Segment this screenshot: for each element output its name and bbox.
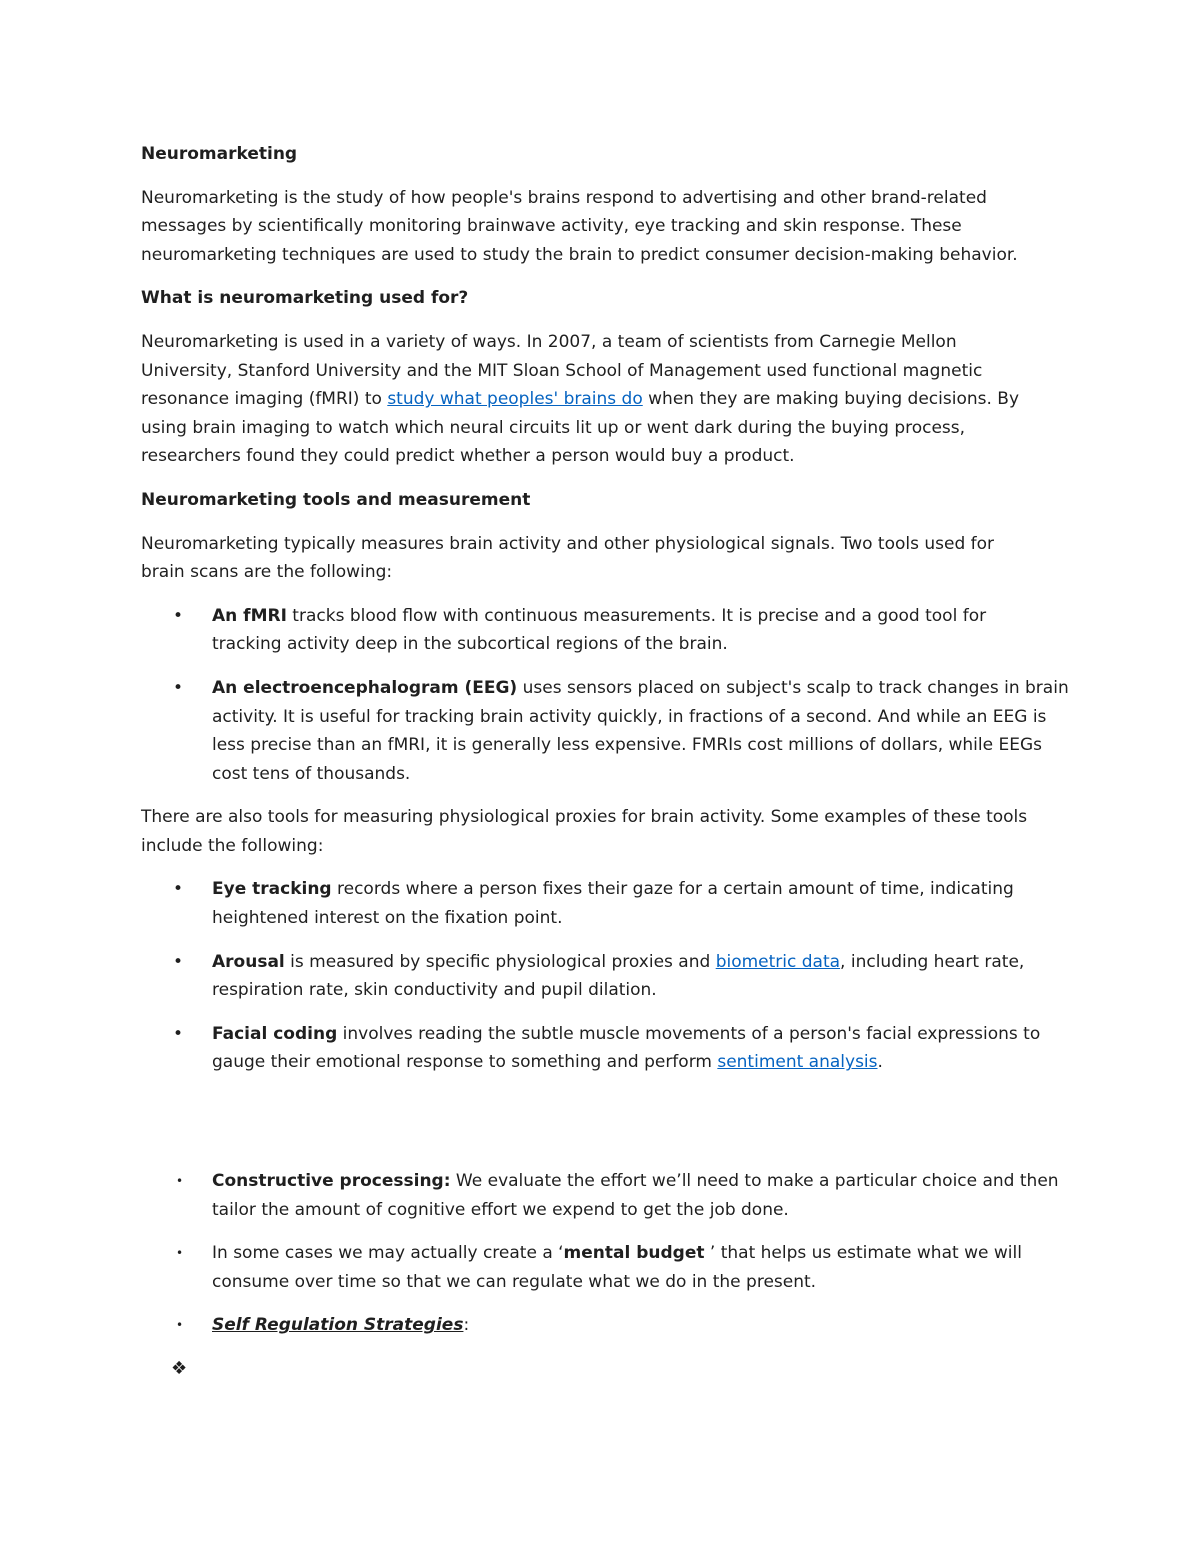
text-span: : [463, 1315, 470, 1336]
text-span: gauge their emotional response to something and perform [212, 1052, 718, 1073]
link-biometric-data[interactable]: biometric data [715, 951, 841, 972]
paragraph-line: brain scans are the following: [141, 562, 393, 583]
text-span: when they are making buying decisions. By [642, 389, 1020, 410]
heading-tools: Neuromarketing tools and measurement [141, 489, 531, 510]
bullet-icon: • [176, 1246, 184, 1261]
paragraph-line [212, 875, 1061, 904]
paragraph-line [141, 385, 1061, 414]
paragraph-line: Neuromarketing is the study of how people's brains respond to advertising and other brand-related [141, 187, 987, 208]
paragraph-line: consume over time so that we can regulate what we do in the present. [212, 1271, 817, 1292]
bullet-icon: • [173, 677, 184, 698]
list-item-constructive-processing [141, 1167, 1061, 1224]
paragraph-line [212, 948, 1061, 977]
text-span: ’ that helps us estimate what we will [704, 1243, 1022, 1264]
bold-term: Arousal [212, 951, 285, 972]
list-item-facial-coding [141, 1020, 1061, 1077]
bold-term: An electroencephalogram (EEG) [212, 677, 518, 698]
paragraph-line [212, 602, 1061, 631]
document-body [141, 140, 1069, 1399]
text-span: involves reading the subtle muscle movements of a person's facial expressions to [337, 1023, 1041, 1044]
paragraph-line [212, 1355, 1061, 1384]
bullet-icon: • [176, 1174, 184, 1189]
bullet-icon: • [173, 951, 184, 972]
paragraph-line: neuromarketing techniques are used to study the brain to predict consumer decision-making behavior. [141, 244, 1018, 265]
list-item-eye-tracking [141, 875, 1061, 932]
paragraph-line: less precise than an fMRI, it is generally less expensive. FMRIs cost millions of dollars, while EEGs [212, 735, 1042, 756]
paragraph-line: heightened interest on the fixation point. [212, 908, 563, 929]
paragraph-line [212, 1020, 1061, 1049]
bold-term: Constructive processing: [212, 1171, 451, 1192]
text-span: In some cases we may actually create a ‘ [212, 1243, 564, 1264]
text-span: We evaluate the effort we’ll need to make a particular choice and then [450, 1171, 1059, 1192]
paragraph-line: researchers found they could predict whether a person would buy a product. [141, 446, 795, 467]
paragraph-line: There are also tools for measuring physiological proxies for brain activity. Some examples of these tools [141, 807, 1028, 828]
paragraph-line: Neuromarketing is used in a variety of ways. In 2007, a team of scientists from Carnegie Mellon [141, 331, 957, 352]
paragraph-line: University, Stanford University and the MIT Sloan School of Management used functional magnetic [141, 360, 983, 381]
text-span: . [877, 1052, 883, 1073]
link-study-brains[interactable]: study what peoples' brains do [387, 389, 643, 410]
paragraph-line: messages by scientifically monitoring brainwave activity, eye tracking and skin response. These [141, 216, 962, 237]
diamond-bullet-icon: ❖ [171, 1358, 188, 1379]
paragraph-line [212, 674, 1069, 703]
paragraph-line: cost tens of thousands. [212, 763, 411, 784]
bullet-icon: • [176, 1318, 184, 1333]
paragraph-line [212, 1048, 1061, 1077]
link-sentiment-analysis[interactable]: sentiment analysis [717, 1052, 878, 1073]
text-span: , including heart rate, [840, 951, 1025, 972]
list-item-eeg [141, 674, 1069, 788]
paragraph-line: respiration rate, skin conductivity and pupil dilation. [212, 980, 657, 1001]
bullet-icon: • [173, 1023, 184, 1044]
paragraph-line: Neuromarketing typically measures brain activity and other physiological signals. Two tools used for [141, 533, 995, 554]
bold-italic-term: Self Regulation Strategies [212, 1315, 464, 1336]
bold-term: Facial coding [212, 1023, 338, 1044]
bold-term: mental budget [563, 1243, 705, 1264]
text-span: tracks blood flow with continuous measurements. It is precise and a good tool for [286, 605, 987, 626]
text-span: resonance imaging (fMRI) to [141, 389, 388, 410]
bold-term: An fMRI [212, 605, 287, 626]
paragraph-line [212, 1167, 1061, 1196]
paragraph-uses [141, 328, 1061, 471]
paragraph-line: tracking activity deep in the subcortical regions of the brain. [212, 634, 728, 655]
paragraph-line [212, 1239, 1061, 1268]
paragraph-proxies-intro [141, 803, 1061, 860]
paragraph-definition [141, 184, 1061, 270]
text-span: uses sensors placed on subject's scalp to track changes in brain [517, 677, 1069, 698]
text-span: records where a person fixes their gaze for a certain amount of time, indicating [331, 879, 1014, 900]
list-item-self-regulation [141, 1311, 1061, 1340]
bullet-icon: • [173, 879, 184, 900]
paragraph-line: tailor the amount of cognitive effort we expend to get the job done. [212, 1199, 789, 1220]
heading-neuromarketing: Neuromarketing [141, 144, 298, 164]
list-item-fmri [141, 602, 1061, 659]
heading-uses: What is neuromarketing used for? [141, 288, 469, 309]
paragraph-tools-intro [141, 530, 1061, 587]
list-item-mental-budget [141, 1239, 1061, 1296]
paragraph-line: activity. It is useful for tracking brain activity quickly, in fractions of a second. And while an EEG is [212, 706, 1047, 727]
text-span: is measured by specific physiological proxies and [284, 951, 716, 972]
paragraph-line: using brain imaging to watch which neural circuits lit up or went dark during the buying process, [141, 417, 966, 438]
list-item-empty-diamond [141, 1355, 1061, 1384]
bold-term: Eye tracking [212, 879, 332, 900]
list-item-arousal [141, 948, 1061, 1005]
blank-space [141, 1092, 1061, 1167]
bullet-icon: • [173, 605, 184, 626]
paragraph-line [212, 1311, 1061, 1340]
paragraph-line: include the following: [141, 835, 324, 856]
